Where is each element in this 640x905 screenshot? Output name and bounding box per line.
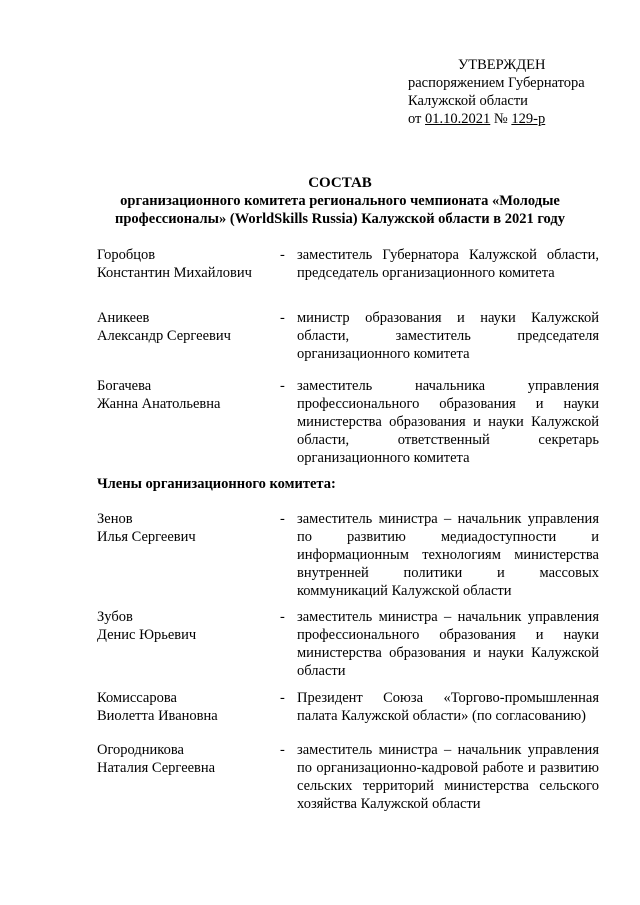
approval-line-2: Калужской области [408, 93, 528, 109]
approval-date-line [408, 110, 618, 128]
person-name [97, 309, 277, 345]
person-surname: Огородникова [97, 742, 184, 758]
approval-line-1: распоряжением Губернатора [408, 75, 585, 91]
person-surname: Аникеев [97, 310, 150, 326]
person-given-names: Жанна Анатольевна [97, 396, 221, 412]
person-given-names: Наталия Сергеевна [97, 760, 216, 776]
document-subtitle-line-2: профессионалы» (WorldSkills Russia) Калужской области в 2021 году [115, 211, 565, 227]
separator-dash: - [280, 690, 285, 706]
person-name [97, 608, 277, 644]
approval-number: 129-р [511, 111, 546, 127]
person-given-names: Александр Сергеевич [97, 328, 231, 344]
person-surname: Горобцов [97, 247, 156, 263]
person-role: заместитель министра – начальник управления профессионального образования и науки министерства образования и науки Калужской области [297, 609, 599, 679]
separator-dash: - [280, 609, 285, 625]
separator-dash: - [280, 247, 285, 263]
separator-dash: - [280, 378, 285, 394]
person-surname: Зубов [97, 609, 133, 625]
person-role: заместитель начальника управления профессионального образования и науки министерства образования и науки Калужской области, ответственный секретарь организационного комитета [297, 378, 599, 466]
person-surname: Богачева [97, 378, 152, 394]
document-heading [80, 174, 600, 228]
document-title: СОСТАВ [308, 175, 372, 191]
separator-dash: - [280, 310, 285, 326]
separator-dash: - [280, 742, 285, 758]
approval-block [408, 56, 618, 128]
person-name [97, 510, 277, 546]
person-name [97, 741, 277, 777]
person-role: министр образования и науки Калужской области, заместитель председателя организационного комитета [297, 310, 599, 362]
document-subtitle-line-1: организационного комитета регионального чемпионата «Молодые [120, 193, 560, 209]
separator-dash: - [280, 511, 285, 527]
person-given-names: Илья Сергеевич [97, 529, 196, 545]
person-role: заместитель Губернатора Калужской области, председатель организационного комитета [297, 247, 599, 281]
person-name [97, 689, 277, 725]
person-given-names: Виолетта Ивановна [97, 708, 218, 724]
approval-title: УТВЕРЖДЕН [458, 57, 546, 73]
person-role: Президент Союза «Торгово-промышленная палата Калужской области» (по согласованию) [297, 690, 599, 724]
person-name [97, 246, 277, 282]
approval-date: 01.10.2021 [425, 111, 491, 127]
person-given-names: Константин Михайлович [97, 265, 252, 281]
person-given-names: Денис Юрьевич [97, 627, 197, 643]
person-name [97, 377, 277, 413]
members-heading: Члены организационного комитета: [97, 476, 336, 492]
person-surname: Комиссарова [97, 690, 177, 706]
person-surname: Зенов [97, 511, 133, 527]
person-role: заместитель министра – начальник управления по организационно-кадровой работе и развитию сельских территорий министерства сельского хозяйства Калужской области [297, 742, 599, 812]
approval-number-prefix: № [490, 111, 512, 127]
person-role: заместитель министра – начальник управления по развитию медиадоступности и информационным технологиям министерства внутренней политики и массовых коммуникаций Калужской области [297, 511, 599, 599]
approval-date-prefix: от [408, 111, 426, 127]
